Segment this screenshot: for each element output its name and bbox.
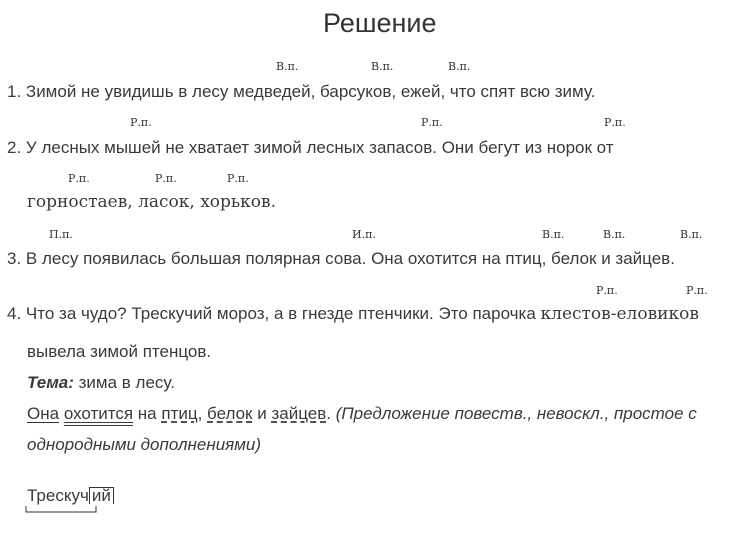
case-label: Р.п. xyxy=(155,172,177,185)
theme-line xyxy=(27,373,175,393)
period: . xyxy=(326,404,331,423)
item-number: 2. xyxy=(7,138,22,157)
conjunction: и xyxy=(252,404,272,423)
predicate-word: охотится xyxy=(63,404,134,423)
sentence-text: У лесных мышей не хватает зимой лесных запасов. Они бегут из норок от xyxy=(25,138,614,157)
object-word: зайцев xyxy=(271,404,327,423)
sentence-comment: (Предложение повеств., невоскл., простое с xyxy=(330,404,697,423)
case-label: Р.п. xyxy=(227,172,249,185)
sentence-1 xyxy=(7,82,595,102)
page-title: Решение xyxy=(323,8,437,38)
preposition: на xyxy=(133,404,162,423)
case-label: В.п. xyxy=(680,228,703,241)
sentence-3 xyxy=(7,249,675,269)
object-word: белок xyxy=(207,404,253,423)
case-label: П.п. xyxy=(49,228,73,241)
sentence-text: Что за чудо? Трескучий мороз, а в гнезде птенчики. Это парочка xyxy=(25,304,541,323)
item-number: 4. xyxy=(7,304,22,323)
subject-word: Она xyxy=(27,404,60,423)
ending-box: ий xyxy=(89,487,114,504)
case-label: Р.п. xyxy=(421,116,443,129)
sentence-comment-continuation: однородными дополнениями) xyxy=(27,435,262,454)
case-label: В.п. xyxy=(371,60,394,73)
comma: , xyxy=(197,404,208,423)
case-label: В.п. xyxy=(448,60,471,73)
case-label: Р.п. xyxy=(130,116,152,129)
case-label: Р.п. xyxy=(596,284,618,297)
item-number: 1. xyxy=(7,82,22,101)
sentence-2-continuation: горностаев, ласок, хорьков. xyxy=(27,192,277,212)
theme-label: Тема: xyxy=(27,373,74,392)
sentence-4-continuation: вывела зимой птенцов. xyxy=(27,342,212,361)
case-label: Р.п. xyxy=(604,116,626,129)
theme-value: зима в лесу. xyxy=(73,373,175,392)
item-number: 3. xyxy=(7,249,22,268)
parsed-sentence xyxy=(27,404,697,424)
case-label: В.п. xyxy=(276,60,299,73)
sentence-2 xyxy=(7,138,614,158)
case-label: И.п. xyxy=(352,228,376,241)
word-root-part: Трескуч xyxy=(27,486,89,505)
case-label: В.п. xyxy=(542,228,565,241)
sentence-text-serif: клестов-еловиков xyxy=(540,304,699,324)
stem-bracket xyxy=(24,498,104,514)
case-label: Р.п. xyxy=(68,172,90,185)
case-label: В.п. xyxy=(603,228,626,241)
sentence-4 xyxy=(7,304,699,324)
object-word: птиц xyxy=(161,404,198,423)
case-label: Р.п. xyxy=(686,284,708,297)
sentence-text: В лесу появилась большая полярная сова. Она охотится на птиц, белок и зайцев. xyxy=(25,249,675,268)
sentence-text: Зимой не увидишь в лесу медведей, барсуков, ежей, что спят всю зиму. xyxy=(25,82,596,101)
